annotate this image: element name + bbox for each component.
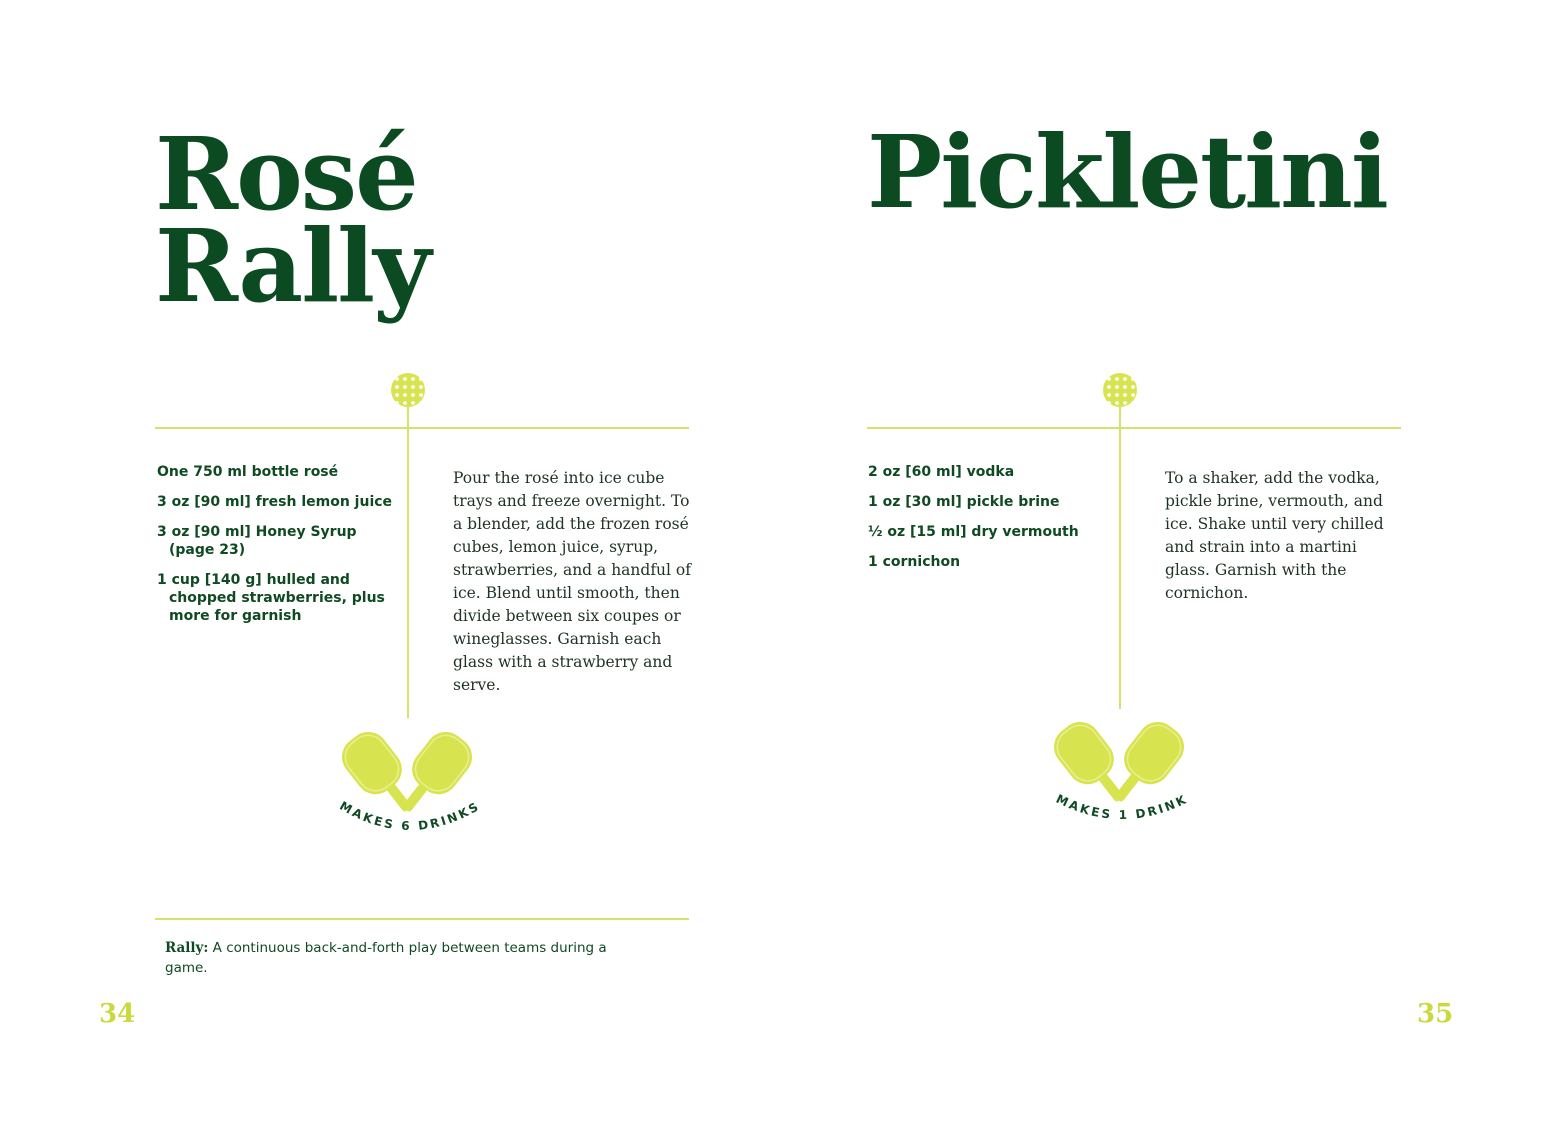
vertical-divider: [1119, 407, 1121, 709]
ingredient-item: 2 oz [60 ml] vodka: [868, 464, 1015, 480]
svg-text:MAKES 6 DRINKS: MAKES 6 DRINKS: [337, 798, 483, 834]
yield-label: [1042, 772, 1202, 842]
method-text: To a shaker, add the vodka, pickle brine, vermouth, and ice. Shake until very chilled and strain into a martini glass. Garnish with the cornichon.: [1165, 469, 1384, 602]
ingredient-item: ½ oz [15 ml] dry vermouth: [868, 524, 1079, 540]
recipe-title: Pickletini: [867, 113, 1387, 231]
recipe-title: Rosé Rally: [155, 115, 430, 325]
pickleball-icon: [1103, 373, 1137, 407]
right-page: [777, 0, 1554, 1122]
ingredient-list: [157, 463, 397, 637]
ingredient-item: 1 cornichon: [868, 554, 961, 570]
top-rule: [867, 427, 1401, 429]
bottom-rule: [155, 918, 689, 920]
page-number: 34: [99, 999, 136, 1029]
ingredient-item: 1 oz [30 ml] pickle brine: [868, 494, 1060, 510]
page-number: 35: [1417, 999, 1454, 1029]
glossary-note: Rally: A continuous back-and-forth play between teams during a game.: [165, 940, 607, 976]
ingredient-item: 3 oz [90 ml] fresh lemon juice: [157, 494, 393, 510]
ingredient-item: 3 oz [90 ml] Honey Syrup (page 23): [157, 524, 357, 558]
top-rule: [155, 427, 689, 429]
ingredient-item: 1 cup [140 g] hulled and chopped strawberries, plus more for garnish: [157, 572, 385, 624]
vertical-divider: [407, 407, 409, 718]
pickleball-icon: [391, 373, 425, 407]
ingredient-list: [868, 463, 1108, 583]
yield-label: [330, 780, 490, 850]
svg-text:MAKES 1 DRINK: MAKES 1 DRINK: [1053, 791, 1191, 823]
ingredient-item: One 750 ml bottle rosé: [157, 464, 339, 480]
method-text: Pour the rosé into ice cube trays and freeze overnight. To a blender, add the frozen rosé cubes, lemon juice, syrup, strawberries, and a handful of ice. Blend until smooth, then divide between six coupes or wineglasses. Garnish each glass with a strawberry and serve.: [453, 469, 691, 694]
